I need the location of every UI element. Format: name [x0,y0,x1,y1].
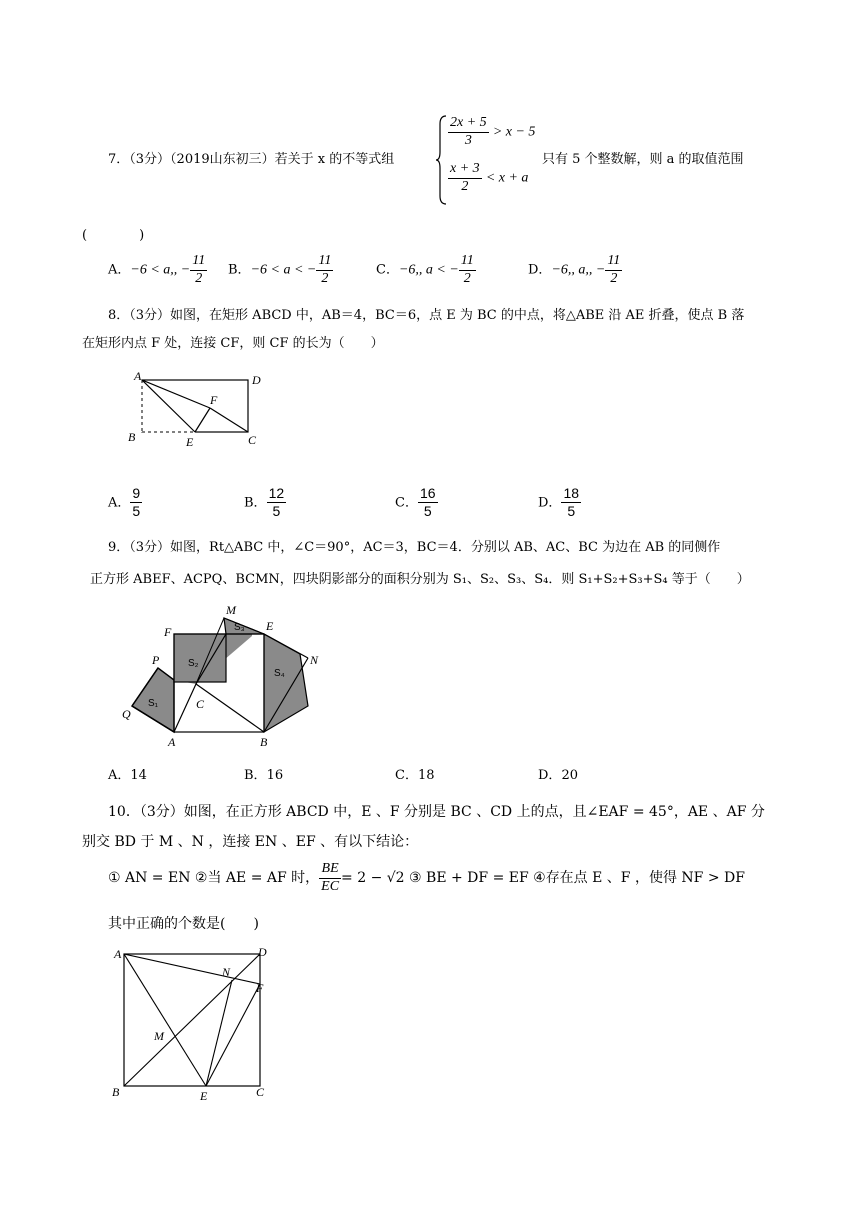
q9-option-a: A．14 [108,768,147,783]
label-n: N [310,653,319,667]
q7-ineq2-num: x + 3 [448,162,482,179]
label-n: N [222,965,231,979]
q8-option-a: A． $\frac{9}{5}$ [108,485,141,520]
label-a: A [134,369,142,383]
q9-option-d: D．20 [538,768,578,783]
q8-option-c: C． $\frac{16}{5}$ [395,485,436,520]
q10-stem-line2: 别交 BD 于 M 、N ，连接 EN 、EF 、有以下结论： [82,834,419,850]
q7-ineq1-rhs: > x − 5 [492,124,536,140]
q7-option-d: D．−6,, a,, − $\frac{11}{2}$ [528,253,621,286]
label-e: E [186,435,194,449]
q9-figure [112,596,332,756]
label-s2: S₂ [188,658,199,669]
label-p: P [152,653,160,667]
q8-stem-line1: 8．（3分）如图，在矩形 ABCD 中，AB＝4，BC＝6，点 E 为 BC 的中点，将△ABE 沿 AE 折叠，使点 B 落 [108,308,745,323]
label-a: A [168,735,176,749]
label-q: Q [122,707,131,721]
q7-option-b: B．−6 < a < − $\frac{11}{2}$ [228,253,332,286]
label-d: D [258,945,267,959]
q8-option-b: B． $\frac{12}{5}$ [244,485,285,520]
q7-ineq1-den: 3 [464,132,472,148]
q8-stem-line2: 在矩形内点 F 处，连接 CF，则 CF 的长为（ ） [82,336,384,351]
q10-conclusions: ① AN = EN ②当 AE = AF 时， $\frac{BE}{EC}$ = 2 − √2 ③ BE + DF = EF ④存在点 E 、F ，使得 NF > DF [108,861,745,894]
label-c: C [256,1085,265,1099]
q9-stem-line2: 正方形 ABEF、ACPQ、BCMN，四块阴影部分的面积分别为 S₁、S₂、S₃、S₄．则 S₁+S₂+S₃+S₄ 等于（ ） [90,572,750,587]
label-a: A [114,947,122,961]
label-b: B [260,735,268,749]
label-e: E [200,1089,208,1103]
q8-figure [120,366,280,478]
q9-option-c: C．18 [395,768,435,783]
label-f: F [256,981,264,995]
q8-options [108,486,628,530]
q7-inequality-system [436,114,546,206]
q7-answer-paren: ( ) [82,228,145,243]
q7-ineq1-num: 2x + 5 [448,116,489,133]
label-b: B [112,1085,120,1099]
q9-option-b: B．16 [244,768,284,783]
q8-option-d: D． $\frac{18}{5}$ [538,485,580,520]
brace-icon [436,114,448,206]
label-c: C [196,697,205,711]
label-s4: S₄ [274,668,285,679]
q10-stem-line1: 10．（3分）如图，在正方形 ABCD 中，E 、F 分别是 BC 、CD 上的点，且∠EAF = 45°，AE 、AF 分 [108,804,765,820]
label-s1: S₁ [148,698,159,709]
q7-option-a: A．−6 < a,, − $\frac{11}{2}$ [108,253,206,286]
q9-options [108,764,628,784]
label-f: F [164,625,172,639]
q7-option-c: C．−6,, a < − $\frac{11}{2}$ [376,253,474,286]
label-s3: S₃ [234,622,245,633]
label-m: M [154,1029,164,1043]
label-m: M [226,603,236,617]
q7-ineq2-den: 2 [461,178,469,194]
label-b: B [128,430,136,444]
q10-question: 其中正确的个数是( ) [108,916,259,932]
label-f: F [210,393,218,407]
label-e: E [266,619,274,633]
q7-options [108,254,668,298]
q7-ineq2-rhs: < x + a [485,170,529,186]
q9-stem-line1: 9．（3分）如图，Rt△ABC 中，∠C＝90°，AC＝3，BC＝4．分别以 AB、AC、BC 为边在 AB 的同侧作 [108,540,721,555]
q10-figure [108,944,288,1104]
q7-suffix: 只有 5 个整数解，则 a 的取值范围 [542,152,744,167]
q7-prefix: 7．（3分）（2019山东初三）若关于 x 的不等式组 [108,152,395,167]
label-c: C [248,433,257,447]
label-d: D [252,373,261,387]
